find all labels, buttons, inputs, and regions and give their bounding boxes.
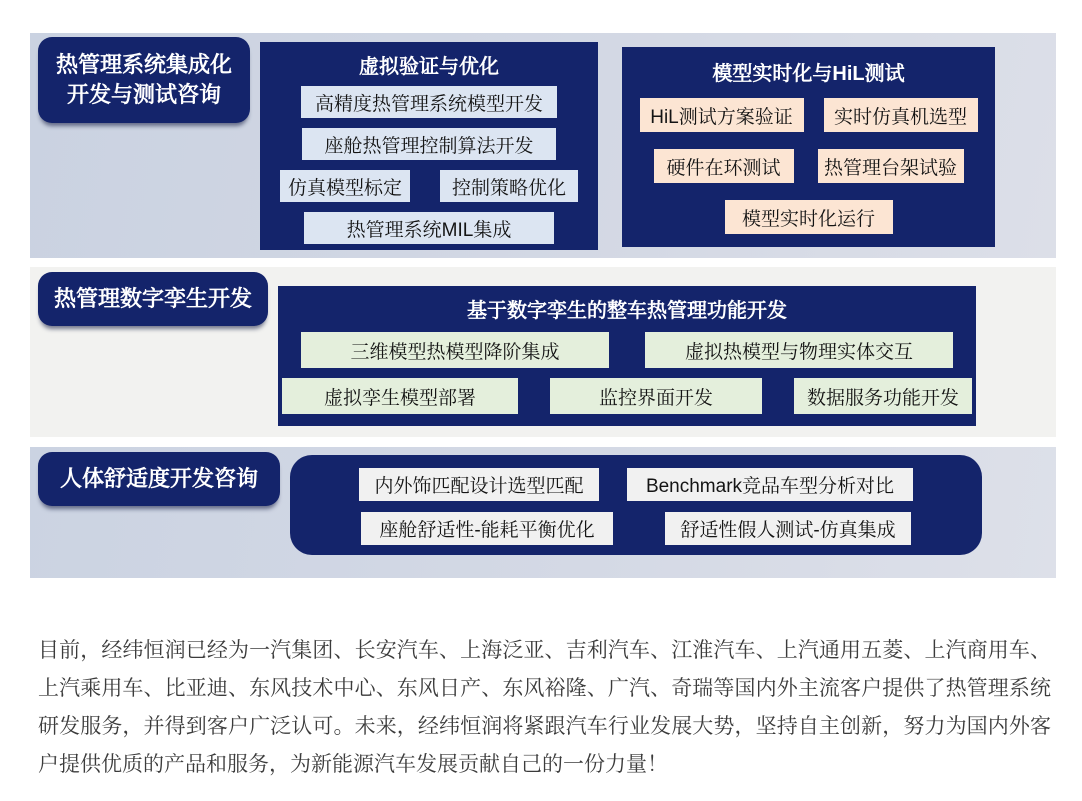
service-chip: 三维模型热模型降阶集成 bbox=[301, 332, 609, 368]
service-chip: 热管理台架试验 bbox=[818, 149, 964, 183]
service-chip: 座舱舒适性-能耗平衡优化 bbox=[361, 512, 613, 545]
section-comfort-label-line1: 人体舒适度开发咨询 bbox=[59, 466, 258, 492]
service-chip: 数据服务功能开发 bbox=[794, 378, 972, 414]
service-chip: 内外饰匹配设计选型匹配 bbox=[359, 468, 599, 501]
section-integration-label-line2: 开发与测试咨询 bbox=[66, 82, 221, 107]
group-hil-testing-title: 模型实时化与HiL测试 bbox=[712, 63, 905, 85]
group-digital-twin bbox=[278, 286, 976, 426]
section-digital-twin-band bbox=[30, 267, 1056, 437]
service-chip: HiL测试方案验证 bbox=[640, 98, 804, 132]
group-hil-testing bbox=[622, 47, 995, 247]
service-chip: 舒适性假人测试-仿真集成 bbox=[665, 512, 911, 545]
section-comfort-label bbox=[38, 452, 280, 506]
service-chip: 热管理系统MIL集成 bbox=[304, 212, 554, 244]
group-digital-twin-title: 基于数字孪生的整车热管理功能开发 bbox=[467, 300, 787, 322]
section-digital-twin-label-line1: 热管理数字孪生开发 bbox=[53, 286, 252, 312]
service-chip: Benchmark竞品车型分析对比 bbox=[627, 468, 913, 501]
section-digital-twin-label bbox=[38, 272, 268, 326]
service-chip: 仿真模型标定 bbox=[280, 170, 410, 202]
section-integration-label bbox=[38, 37, 250, 123]
section-integration-band bbox=[30, 33, 1056, 258]
service-chip: 模型实时化运行 bbox=[725, 200, 893, 234]
service-chip: 座舱热管理控制算法开发 bbox=[302, 128, 556, 160]
service-chip: 监控界面开发 bbox=[550, 378, 762, 414]
service-chip: 虚拟热模型与物理实体交互 bbox=[645, 332, 953, 368]
section-integration-label-line1: 热管理系统集成化 bbox=[55, 52, 232, 78]
service-chip: 高精度热管理系统模型开发 bbox=[301, 86, 557, 118]
section-comfort-band bbox=[30, 447, 1056, 578]
group-comfort bbox=[290, 455, 982, 555]
group-virtual-validation bbox=[260, 42, 598, 250]
service-chip: 实时仿真机选型 bbox=[824, 98, 978, 132]
service-chip: 控制策略优化 bbox=[440, 170, 578, 202]
closing-paragraph: 目前，经纬恒润已经为一汽集团、长安汽车、上海泛亚、吉利汽车、江淮汽车、上汽通用五菱、上汽商用车、上汽乘用车、比亚迪、东风技术中心、东风日产、东风裕隆、广汽、奇瑞等国内外主流客户提供了热管理系统研发服务，并得到客户广泛认可。未来，经纬恒润将紧跟汽车行业发展大势，坚持自主创新，努力为国内外客户提供优质的产品和服务，为新能源汽车发展贡献自己的一份力量！ bbox=[38, 639, 1051, 776]
group-virtual-validation-title: 虚拟验证与优化 bbox=[359, 56, 499, 78]
service-chip: 虚拟孪生模型部署 bbox=[282, 378, 518, 414]
service-chip: 硬件在环测试 bbox=[654, 149, 794, 183]
